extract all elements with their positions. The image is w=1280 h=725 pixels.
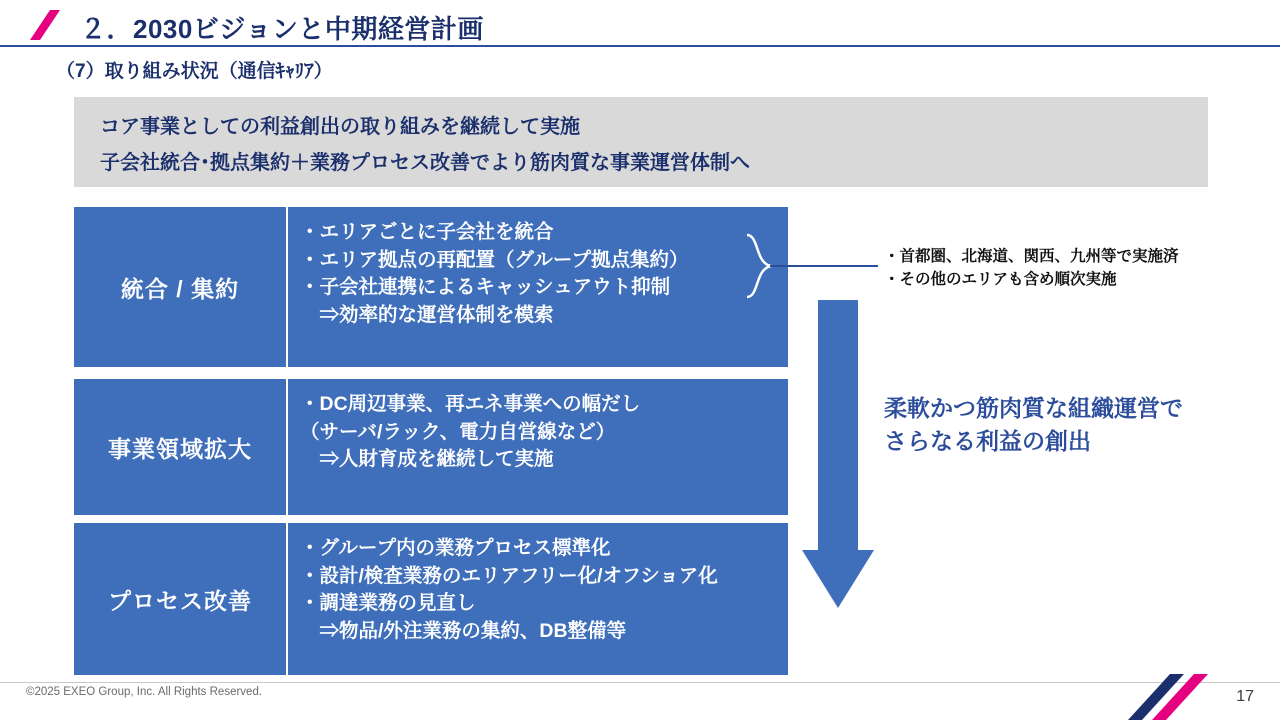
category-box-integration: 統合 / 集約 <box>74 207 286 367</box>
conclusion-line-1: 柔軟かつ筋肉質な組織運営で <box>884 395 1183 421</box>
footer-slash-accent-icon <box>1108 674 1218 720</box>
detail-line: ⇒物品/外注業務の集約、DB整備等 <box>300 620 627 643</box>
detail-line: ・設計/検査業務のエリアフリー化/オフショア化 <box>300 564 718 587</box>
detail-box-business-expansion <box>288 379 788 515</box>
connector-line <box>770 265 878 267</box>
detail-line: （サーバ/ラック、電力自営線など） <box>300 420 616 443</box>
note-line-1: ・首都圏、北海道、関西、九州等で実施済 <box>884 248 1179 265</box>
section-subtitle: （7）取り組み状況（通信ｷｬﾘｱ） <box>56 61 333 82</box>
detail-line: ・グループ内の業務プロセス標準化 <box>300 537 611 559</box>
conclusion-text <box>884 392 1264 459</box>
copyright-text: ©2025 EXEO Group, Inc. All Rights Reserved. <box>26 686 263 698</box>
page-number: 17 <box>1236 688 1254 705</box>
message-line-2: 子会社統合･拠点集約＋業務プロセス改善でより筋肉質な事業運営体制へ <box>100 152 750 174</box>
detail-line: ・調達業務の見直し <box>300 592 476 615</box>
footer-divider <box>0 682 1280 683</box>
conclusion-line-2: さらなる利益の創出 <box>884 428 1091 455</box>
header-divider <box>0 45 1280 47</box>
message-box <box>74 97 1208 187</box>
detail-line: ・エリア拠点の再配置（グループ拠点集約） <box>300 248 689 271</box>
down-arrow-icon <box>800 300 876 610</box>
category-box-business-expansion: 事業領域拡大 <box>74 379 286 515</box>
detail-box-integration <box>288 207 788 367</box>
detail-line: ⇒人財育成を継続して実施 <box>300 448 554 471</box>
message-line-1: コア事業としての利益創出の取り組みを継続して実施 <box>100 116 580 138</box>
page-title: ２．2030ビジョンと中期経営計画 <box>80 14 484 44</box>
detail-line: ・エリアごとに子会社を統合 <box>300 221 554 243</box>
slash-accent-icon <box>28 8 62 42</box>
detail-box-process-improvement <box>288 523 788 675</box>
category-box-process-improvement: プロセス改善 <box>74 523 286 675</box>
detail-line: ・DC周辺事業、再エネ事業への幅だし <box>300 393 641 415</box>
detail-line: ・子会社連携によるキャッシュアウト抑制 <box>300 276 671 299</box>
detail-line: ⇒効率的な運営体制を模索 <box>300 304 554 327</box>
note-line-2: ・その他のエリアも含め順次実施 <box>884 271 1117 288</box>
